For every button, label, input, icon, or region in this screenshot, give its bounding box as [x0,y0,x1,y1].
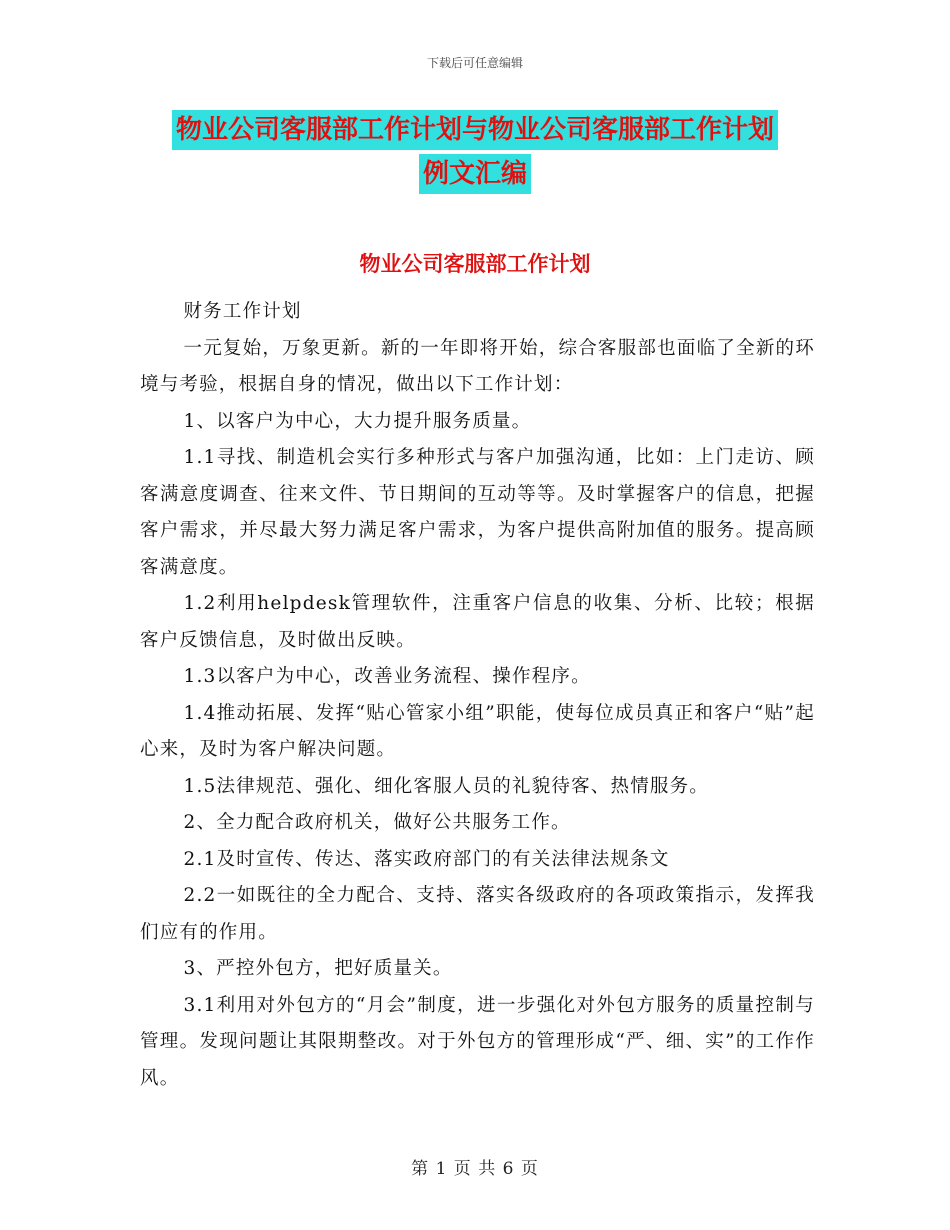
paragraph: 1.2利用helpdesk管理软件，注重客户信息的收集、分析、比较；根据客户反馈信息，及时做出反映。 [140,593,815,651]
document-body [140,294,815,1097]
paragraph: 3.1利用对外包方的“月会”制度，进一步强化对外包方服务的质量控制与管理。发现问题让其限期整改。对于外包方的管理形成“严、细、实”的工作作风。 [140,994,815,1089]
paragraph: 2.2一如既往的全力配合、支持、落实各级政府的各项政策指示，发挥我们应有的作用。 [140,885,815,943]
paragraph: 1.4推动拓展、发挥“贴心管家小组”职能，使每位成员真正和客户“贴”起心来，及时为客户解决问题。 [140,702,815,760]
document-title-line-1 [0,110,950,150]
paragraph: 2、全力配合政府机关，做好公共服务工作。 [183,812,571,833]
paragraph: 一元复始，万象更新。新的一年即将开始，综合客服部也面临了全新的环境与考验，根据自身的情况，做出以下工作计划： [140,337,815,395]
paragraph: 2.1及时宣传、传达、落实政府部门的有关法律法规条文 [183,848,670,870]
paragraph: 1.5法律规范、强化、细化客服人员的礼貌待客、热情服务。 [183,775,709,797]
document-title-text-1: 物业公司客服部工作计划与物业公司客服部工作计划 [172,110,778,150]
paragraph: 财务工作计划 [183,301,302,322]
paragraph: 3、严控外包方，把好质量关。 [183,958,453,979]
document-title-text-2: 例文汇编 [419,154,531,194]
paragraph: 1.1寻找、制造机会实行多种形式与客户加强沟通，比如：上门走访、顾客满意度调查、往来文件、节日期间的互动等等。及时掌握客户的信息，把握客户需求，并尽最大努力满足客户需求，为客户提供高附加值的服务。提高顾客满意度。 [140,447,815,578]
section-title: 物业公司客服部工作计划 [359,252,591,276]
paragraph: 1、以客户为中心，大力提升服务质量。 [183,410,532,432]
page-footer: 第 1 页 共 6 页 [411,1159,539,1179]
header-note: 下载后可任意编辑 [426,56,523,70]
document-title-line-2 [0,154,950,194]
paragraph: 1.3以客户为中心，改善业务流程、操作程序。 [183,666,591,687]
